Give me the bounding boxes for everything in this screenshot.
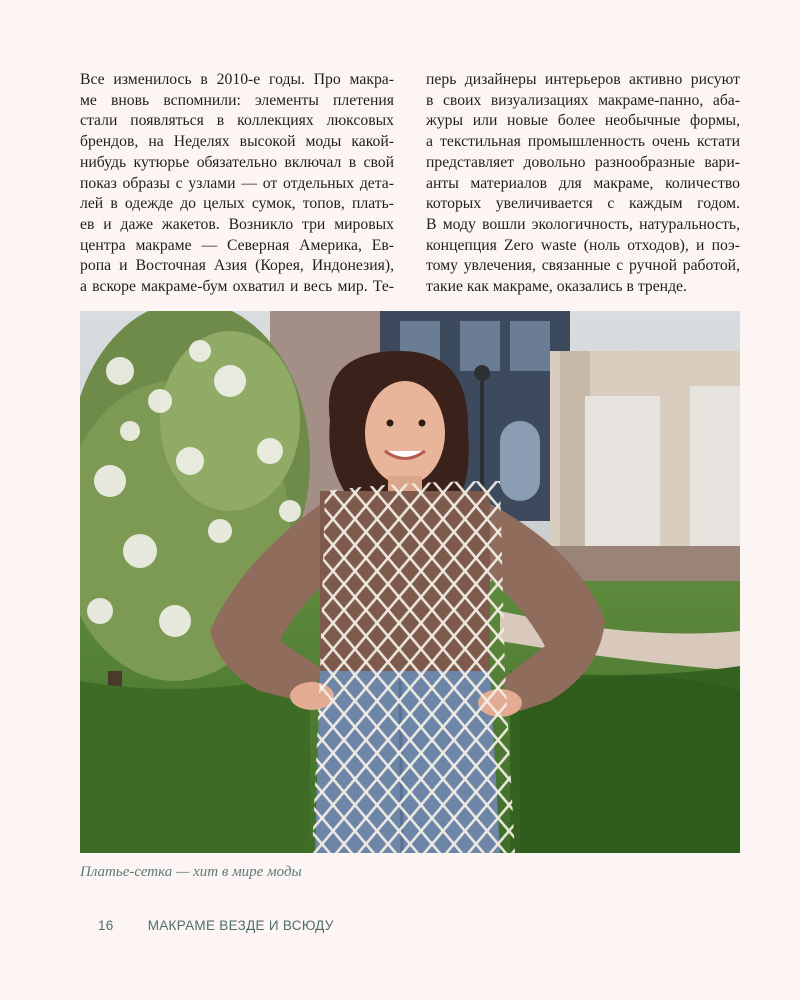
text-line: концепция Zero waste (ноль отходов), и поэ- [426, 236, 740, 254]
text-line: журы или новые более необычные формы, [426, 112, 740, 130]
text-line: перь дизайнеры интерьеров активно рисуют [426, 71, 740, 88]
text-line: центра макраме — Северная Америка, Ев- [80, 236, 394, 254]
text-line: которых увеличивается с каждым годом. [426, 195, 740, 213]
text-line: тому увлечения, связанные с ручной работой, [426, 257, 740, 275]
text-line: ме вновь вспомнили: элементы плетения [80, 91, 394, 109]
text-line: а текстильная промышленность очень кстати [426, 133, 740, 151]
section-title: МАКРАМЕ ВЕЗДЕ И ВСЮДУ [147, 918, 334, 933]
article-left-column [80, 70, 394, 298]
photo-caption: Платье-сетка — хит в мире моды [80, 864, 302, 880]
text-line: нибудь кутюрье обязательно включал в свой [80, 153, 394, 171]
text-line: а вскоре макраме-бум охватил и весь мир. Те- [80, 278, 394, 296]
article-right-column [426, 70, 740, 298]
text-line: В моду вошли экологичность, натуральность, [426, 215, 740, 233]
text-line: Все изменилось в 2010-е годы. Про макра- [80, 71, 394, 88]
text-line: ропа и Восточная Азия (Корея, Индонезия), [80, 257, 394, 275]
text-line: представляет довольно разнообразные вари- [426, 153, 740, 171]
photo-woman-macrame-dress [80, 311, 740, 853]
text-line: такие как макраме, оказались в тренде. [426, 278, 687, 296]
text-line: лей в одежде до целых сумок, топов, плать- [80, 195, 394, 213]
text-line: брендов, на Неделях высокой моды какой- [80, 133, 394, 151]
text-line: анты материалов для макраме, количество [426, 174, 740, 192]
page-footer [98, 918, 334, 933]
page-number: 16 [98, 918, 114, 933]
text-line: ев и даже жакетов. Возникло три мировых [80, 215, 394, 233]
text-line: стали появляться в коллекциях люксовых [80, 112, 394, 130]
text-line: показ образы с узлами — от отдельных дета- [80, 174, 394, 192]
text-line: в своих визуализациях макраме-панно, аба- [426, 91, 740, 109]
